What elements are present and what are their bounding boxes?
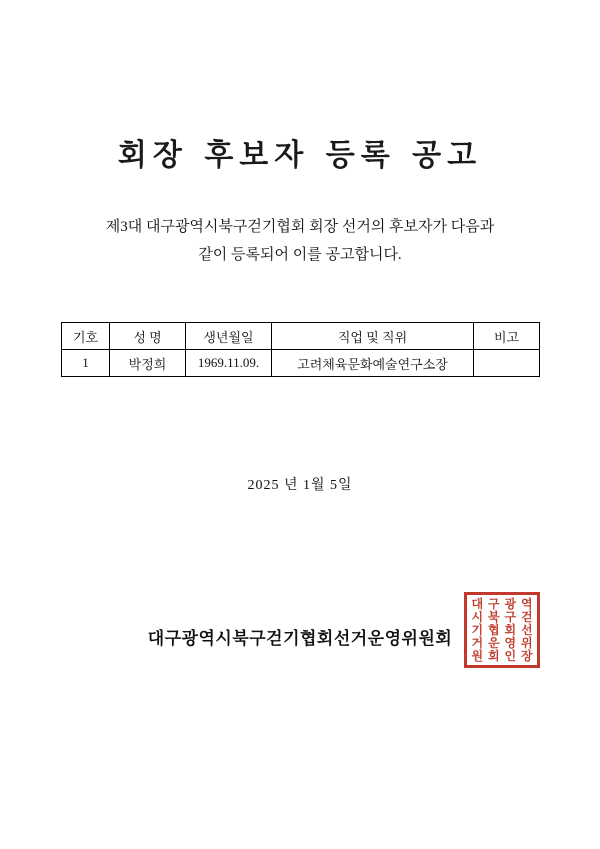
intro-line-2: 같이 등록되어 이를 공고합니다. (198, 246, 402, 263)
column-header-job: 직업 및 직위 (272, 323, 474, 350)
seal-character: 기 (471, 622, 484, 637)
column-header-note: 비고 (474, 323, 540, 350)
seal-character: 영 (504, 636, 517, 651)
seal-character: 장 (520, 649, 533, 664)
seal-character: 원 (471, 649, 484, 664)
seal-character: 인 (504, 649, 517, 664)
page-title: 회장 후보자 등록 공고 (117, 138, 483, 173)
table-row (62, 350, 540, 377)
cell-no: 1 (62, 350, 110, 377)
cell-note (474, 350, 540, 377)
seal-character: 구 (487, 596, 500, 611)
cell-name: 박정희 (110, 350, 186, 377)
seal-character: 구 (504, 609, 517, 624)
seal-character: 시 (471, 609, 484, 624)
seal-character: 대 (471, 596, 484, 611)
candidate-table (61, 322, 540, 377)
table-header-row (62, 323, 540, 350)
column-header-birth: 생년월일 (186, 323, 272, 350)
seal-character: 위 (520, 636, 533, 651)
intro-line-1: 제3대 대구광역시북구걷기협회 회장 선거의 후보자가 다음과 (105, 219, 495, 235)
seal-character: 협 (487, 622, 500, 637)
seal-character: 선 (520, 622, 533, 637)
seal-character: 거 (471, 636, 484, 651)
official-seal-icon (464, 592, 540, 668)
issuing-organization: 대구광역시북구걷기협회선거운영위원회 (147, 629, 453, 648)
cell-birth: 1969.11.09. (186, 350, 272, 377)
seal-character: 광 (504, 596, 517, 611)
intro-paragraph (60, 214, 540, 270)
seal-character: 북 (487, 609, 500, 624)
seal-character: 걷 (520, 609, 533, 624)
seal-character: 역 (520, 596, 533, 611)
seal-character: 운 (487, 636, 500, 651)
column-header-no: 기호 (62, 323, 110, 350)
cell-job: 고려체육문화예술연구소장 (272, 350, 474, 377)
column-header-name: 성 명 (110, 323, 186, 350)
issue-date: 2025 년 1월 5일 (247, 478, 353, 493)
candidate-table-wrapper (61, 322, 539, 377)
seal-character: 회 (504, 622, 517, 637)
seal-character: 회 (487, 649, 500, 664)
